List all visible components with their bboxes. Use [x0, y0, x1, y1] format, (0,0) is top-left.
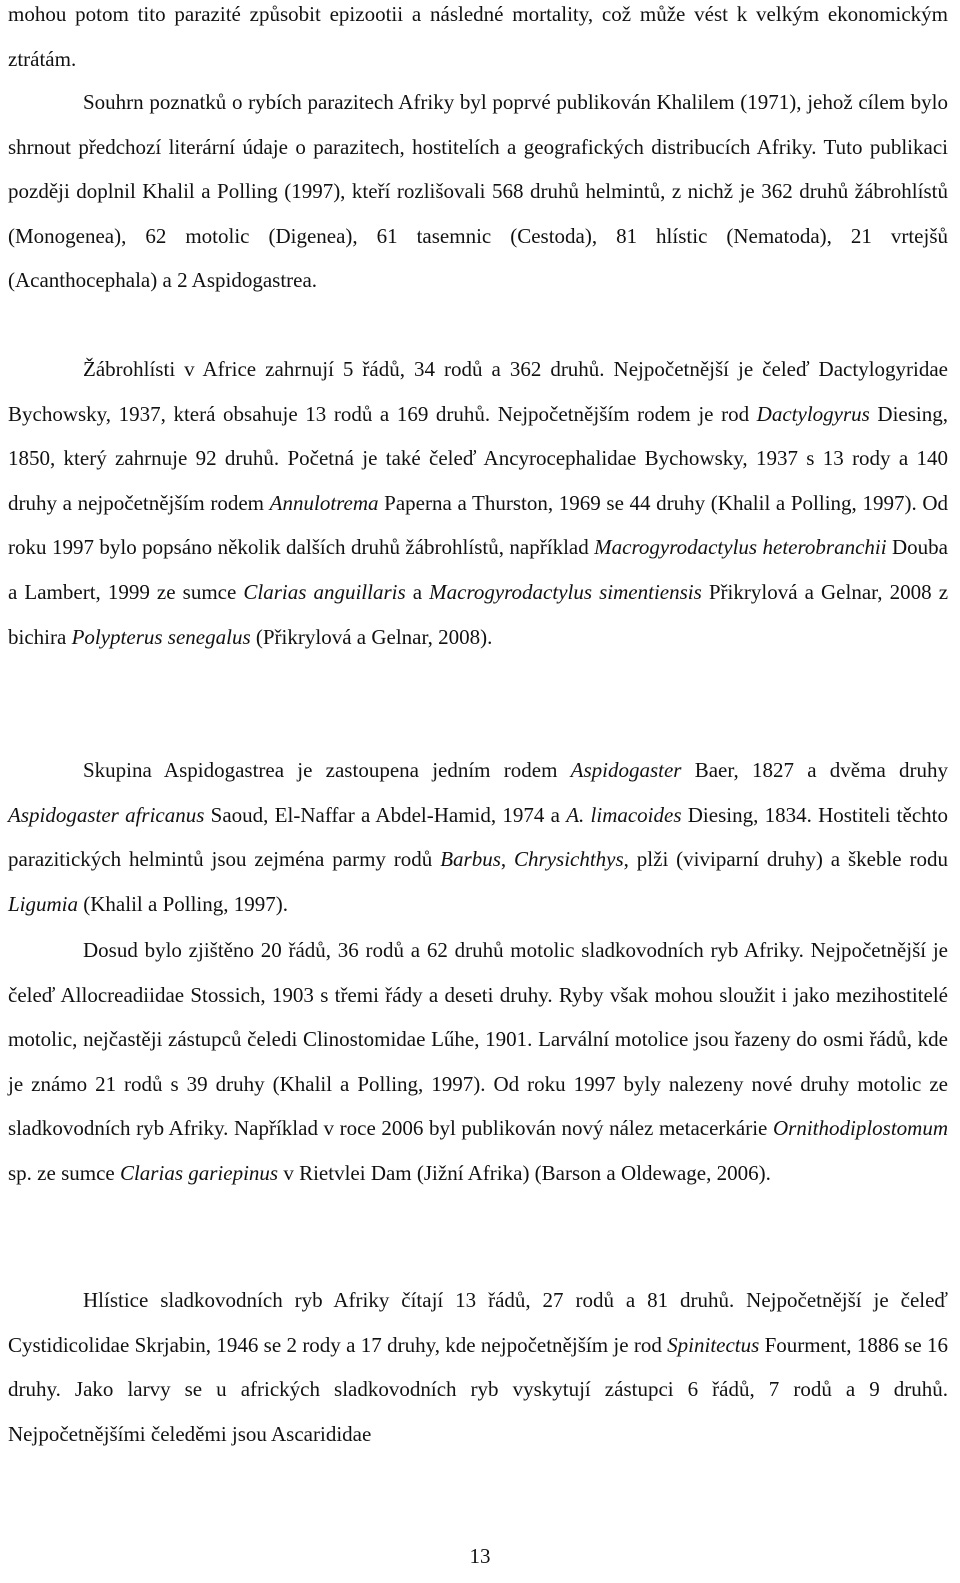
italic-taxon: Macrogyrodactylus simentiensis — [429, 579, 702, 604]
text-run: Souhrn poznatků o rybích parazitech Afriky byl poprvé publikován Khalilem (1971), jehož cílem bylo shrnout předchozí literární údaje o parazitech, hostitelích a geografických distribucích Afriky. Tuto publikaci později doplnil Khalil a Polling (1997), kteří rozlišovali 568 druhů helmintů, z nichž je 362 druhů žábrohlístů (Monogenea), 62 motolic (Digenea), 61 tasemnic (Cestoda), 81 hlístic (Nematoda), 21 vrtejšů (Acanthocephala) a 2 Aspidogastrea. — [8, 90, 948, 293]
text-run: Diesing, 1834. Hostiteli těchto parazitických helmintů jsou zejména parmy rodů — [8, 802, 948, 872]
text-run: v Rietvlei Dam (Jižní Afrika) (Barson a Oldewage, 2006). — [278, 1160, 771, 1185]
text-run: Paperna a Thurston, 1969 se 44 druhy (Khalil a Polling, 1997). Od roku 1997 bylo popsáno několik dalších druhů žábrohlístů, například — [8, 490, 948, 560]
italic-taxon: Barbus — [440, 847, 501, 872]
text-run: , — [500, 847, 515, 872]
italic-taxon: A. limacoides — [566, 802, 682, 827]
italic-taxon: Polypterus senegalus — [71, 624, 251, 649]
paragraph — [8, 347, 948, 659]
text-run: , plži (viviparní druhy) a škeble rodu — [623, 847, 948, 872]
italic-taxon: Aspidogaster africanus — [8, 802, 205, 827]
italic-taxon: Clarias anguillaris — [243, 579, 406, 604]
text-run: Diesing, 1850, který zahrnuje 92 druhů. Početná je také čeleď Ancyrocephalidae Bychowsky, 1937 s 13 rody a 140 druhy a nejpočetnějším rodem — [8, 401, 948, 515]
text-run: Hlístice sladkovodních ryb Afriky čítají 13 řádů, 27 rodů a 81 druhů. Nejpočetnější je čeleď Cystidicolidae Skrjabin, 1946 se 2 rody a 17 druhy, kde nejpočetnějším je rod — [8, 1288, 948, 1357]
text-run: Dosud bylo zjištěno 20 řádů, 36 rodů a 62 druhů motolic sladkovodních ryb Afriky. Nejpočetnější je čeleď Allocreadiidae Stossich, 1903 s třemi řády a deseti druhy. Ryby však mohou sloužit i jako mezihostitelé motolic, nejčastěji zástupců čeledi Clinostomidae Lűhe, 1901. Larvální motolice jsou řazeny do osmi řádů, kde je známo 21 rodů s 39 druhy (Khalil a Polling, 1997). Od roku 1997 byly nalezeny nové druhy motolic ze sladkovodních ryb Afriky. Například v roce 2006 byl publikován nový nález metacerkárie — [8, 938, 948, 1141]
text-run: Přikrylová a Gelnar, 2008 z bichira — [8, 579, 949, 649]
text-run: (Přikrylová a Gelnar, 2008). — [250, 624, 493, 649]
italic-taxon: Chrysichthys — [514, 847, 624, 872]
paragraph — [8, 1278, 948, 1456]
text-run: mohou potom tito parazité způsobit epizootii a následné mortality, což může vést k velkým ekonomickým ztrátám. — [8, 2, 948, 71]
text-run: Žábrohlísti v Africe zahrnují 5 řádů, 34 rodů a 362 druhů. Nejpočetnější je čeleď Dactylogyridae Bychowsky, 1937, která obsahuje 13 rodů a 169 druhů. Nejpočetnějším rodem je rod — [8, 357, 948, 426]
paragraph — [8, 928, 948, 1196]
italic-taxon: Macrogyrodactylus heterobranchii — [594, 535, 887, 560]
italic-taxon: Spinitectus — [667, 1332, 760, 1357]
text-run: Saoud, El-Naffar a Abdel-Hamid, 1974 a — [204, 802, 567, 827]
italic-taxon: Ligumia — [8, 891, 79, 916]
italic-taxon: Dactylogyrus — [756, 401, 870, 426]
paragraph — [8, 0, 948, 81]
paragraph — [8, 80, 948, 303]
text-run: Fourment, 1886 se 16 druhy. Jako larvy se u afrických sladkovodních ryb vyskytují zástupci 6 řádů, 7 rodů a 9 druhů. Nejpočetnějšími čeleděmi jsou Ascarididae — [8, 1332, 948, 1446]
italic-taxon: Ornithodiplostomum — [772, 1116, 948, 1141]
paragraph — [8, 748, 948, 926]
italic-taxon: Clarias gariepinus — [119, 1160, 279, 1185]
text-run: sp. ze sumce — [8, 1160, 120, 1185]
text-run: Skupina Aspidogastrea je zastoupena jedním rodem — [83, 758, 571, 782]
italic-taxon: Aspidogaster — [570, 758, 682, 782]
text-run: (Khalil a Polling, 1997). — [78, 891, 288, 916]
text-run: a — [405, 579, 430, 604]
text-run: Douba a Lambert, 1999 ze sumce — [8, 535, 948, 604]
italic-taxon: Annulotrema — [269, 490, 379, 515]
page-number: 13 — [469, 1544, 491, 1568]
text-run: Baer, 1827 a dvěma druhy — [681, 758, 948, 782]
